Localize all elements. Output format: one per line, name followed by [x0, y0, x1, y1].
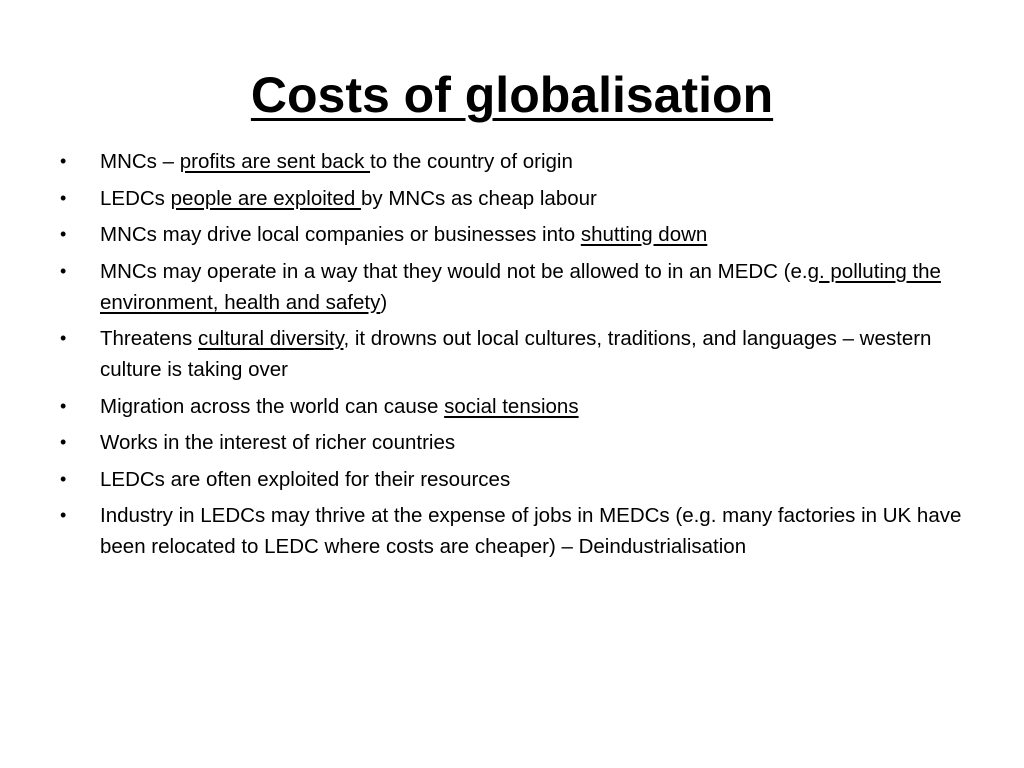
slide-title: Costs of globalisation — [250, 67, 774, 123]
bullet-emphasis-text: . polluting the environment, health and safety — [100, 259, 941, 314]
bullet-text: ) — [380, 290, 388, 314]
bullet-item — [60, 146, 965, 177]
bullet-item — [60, 256, 965, 318]
bullet-text: MNCs may operate in a way that they would not be allowed to in an MEDC (e.g — [100, 259, 819, 283]
bullet-marker: • — [60, 328, 67, 348]
bullet-marker: • — [60, 151, 67, 171]
bullet-text: , it drowns out local cultures, traditions, and languages – western culture is taking over — [100, 327, 932, 381]
bullet-marker: • — [60, 395, 67, 416]
bullet-item — [60, 183, 965, 214]
bullet-text: Threatens — [100, 327, 198, 350]
bullet-marker: • — [60, 505, 67, 525]
bullet-marker: • — [60, 260, 67, 281]
bullet-text: MNCs – — [100, 150, 180, 173]
bullet-text: Works in the interest of richer countries — [100, 431, 456, 454]
bullet-text: MNCs may drive local companies or businesses into — [100, 223, 581, 246]
bullet-marker: • — [60, 432, 67, 452]
bullet-emphasis-text: cultural diversity — [198, 327, 344, 350]
bullet-emphasis-text: profits are sent back — [179, 150, 371, 173]
bullet-emphasis-text: shutting down — [580, 223, 708, 246]
bullet-emphasis-text: people are exploited — [170, 186, 361, 210]
bullet-item — [60, 464, 965, 495]
bullet-emphasis-text: social tensions — [444, 394, 579, 418]
bullet-item — [60, 391, 965, 422]
bullet-text: LEDCs are often exploited for their resources — [100, 467, 511, 491]
bullet-item — [60, 427, 965, 458]
bullet-text: LEDCs — [100, 186, 171, 210]
bullet-item — [60, 323, 965, 385]
bullet-item — [60, 219, 965, 250]
bullet-marker: • — [60, 468, 67, 489]
bullet-text: Migration across the world can cause — [100, 394, 445, 418]
bullet-text: by MNCs as cheap labour — [360, 186, 597, 210]
bullet-text: to the country of origin — [370, 150, 573, 173]
bullet-text: Industry in LEDCs may thrive at the expense of jobs in MEDCs (e.g. many factories in UK have been relocated to LEDC where costs are cheaper) – Deindustrialisation — [100, 504, 962, 558]
bullet-marker: • — [60, 224, 67, 244]
bullet-item — [60, 500, 965, 562]
bullet-marker: • — [60, 187, 67, 208]
bullet-list — [60, 146, 965, 568]
